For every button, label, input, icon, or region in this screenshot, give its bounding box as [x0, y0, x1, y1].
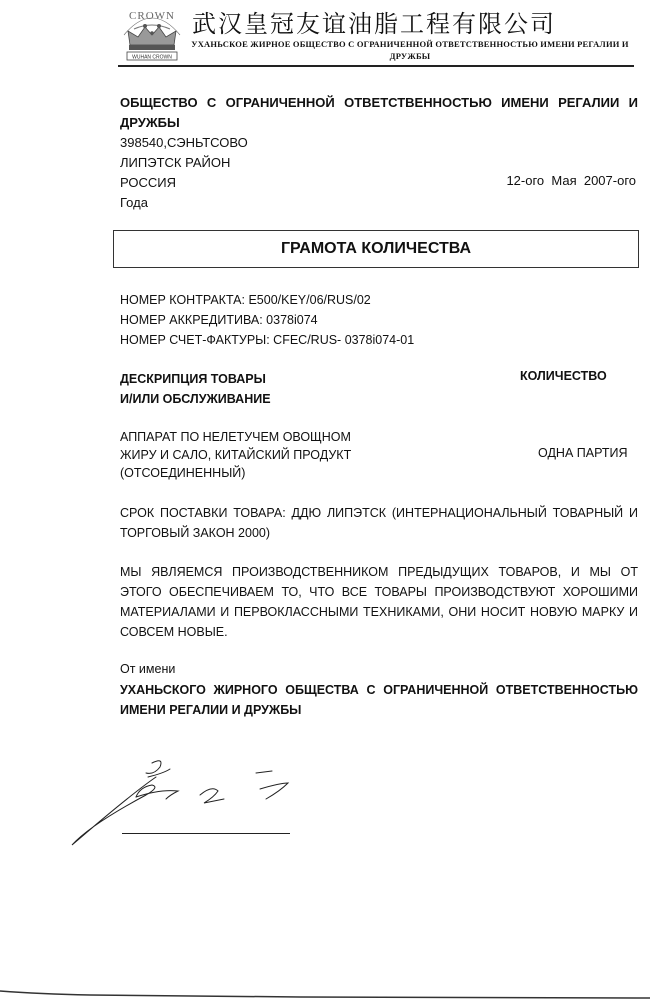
handwritten-signature — [60, 755, 320, 855]
recipient-block — [120, 93, 638, 213]
item-description-line: ЖИРУ И САЛО, КИТАЙСКИЙ ПРОДУКТ — [120, 448, 352, 462]
company-name-russian: УХАНЬСКОЕ ЖИРНОЕ ОБЩЕСТВО С ОГРАНИЧЕННОЙ ОТВЕТСТВЕННОСТЬЮ ИМЕНИ РЕГАЛИИ И ДРУЖБЫ — [191, 39, 629, 61]
recipient-address-line: 398540,СЭНЬТСОВО — [120, 135, 248, 150]
delivery-terms-paragraph: СРОК ПОСТАВКИ ТОВАРА: ДДЮ ЛИПЭТСК (ИНТЕРНАЦИОНАЛЬНЫЙ ТОВАРНЫЙ И ТОРГОВЫЙ ЗАКОН 2000) — [120, 506, 638, 540]
signing-company: УХАНЬСКОГО ЖИРНОГО ОБЩЕСТВА С ОГРАНИЧЕННОЙ ОТВЕТСТВЕННОСТЬЮ ИМЕНИ РЕГАЛИИ И ДРУЖБЫ — [120, 683, 638, 717]
document-title-box — [113, 230, 639, 268]
company-logo — [118, 5, 186, 63]
recipient-address-line: Года — [120, 195, 148, 210]
recipient-address-line: РОССИЯ — [120, 175, 177, 190]
reference-numbers — [120, 290, 414, 350]
item-description-line: (ОТСОЕДИНЕННЫЙ) — [120, 466, 246, 480]
logo-text: CROWN — [129, 10, 175, 22]
recipient-address-line: ЛИПЭТСК РАЙОН — [120, 155, 231, 170]
header-divider — [118, 65, 634, 67]
document-title: ГРАМОТА КОЛИЧЕСТВА — [280, 240, 472, 257]
description-column-header — [120, 369, 271, 409]
document-date: 12-ого Мая 2007-ого — [506, 173, 636, 188]
item-description — [120, 428, 351, 482]
signature-line — [122, 833, 290, 834]
on-behalf-label: От имени — [120, 662, 176, 676]
logo-caption: WUHAN CROWN — [132, 54, 172, 61]
description-header-line: И/ИЛИ ОБСЛУЖИВАНИЕ — [120, 392, 271, 406]
description-header-line: ДЕСКРИПЦИЯ ТОВАРЫ — [120, 372, 266, 386]
company-name-chinese: 武汉皇冠友谊油脂工程有限公司 — [192, 10, 556, 38]
letter-of-credit-number: НОМЕР АККРЕДИТИВА: 0378i074 — [120, 313, 318, 327]
contract-number: НОМЕР КОНТРАКТА: E500/KEY/06/RUS/02 — [120, 293, 371, 307]
item-description-line: АППАРАТ ПО НЕЛЕТУЧЕМ ОВОЩНОМ — [120, 430, 351, 444]
manufacturer-statement-paragraph: МЫ ЯВЛЯЕМСЯ ПРОИЗВОДСТВЕННИКОМ ПРЕДЫДУЩИХ ТОВАРОВ, И МЫ ОТ ЭТОГО ОБЕСПЕЧИВАЕМ ТО, ЧТО ВСЕ ТОВАРЫ ПРОИЗВОДСТВУЮТ ХОРОШИМИ МАТЕРИАЛАМИ И ПЕРВОКЛАССНЫМИ ТЕХНИКАМИ, ОНИ НОСИТ НОВУЮ МАРКУ И СОВСЕМ НОВЫЕ. — [120, 565, 638, 639]
invoice-number: НОМЕР СЧЕТ-ФАКТУРЫ: CFEC/RUS- 0378i074-01 — [120, 333, 415, 347]
recipient-name: ОБЩЕСТВО С ОГРАНИЧЕННОЙ ОТВЕТСТВЕННОСТЬЮ ИМЕНИ РЕГАЛИИ И ДРУЖБЫ — [120, 95, 638, 130]
quantity-column-header: КОЛИЧЕСТВО — [520, 369, 607, 383]
scan-edge — [0, 988, 650, 1001]
item-quantity: ОДНА ПАРТИЯ — [538, 446, 628, 460]
